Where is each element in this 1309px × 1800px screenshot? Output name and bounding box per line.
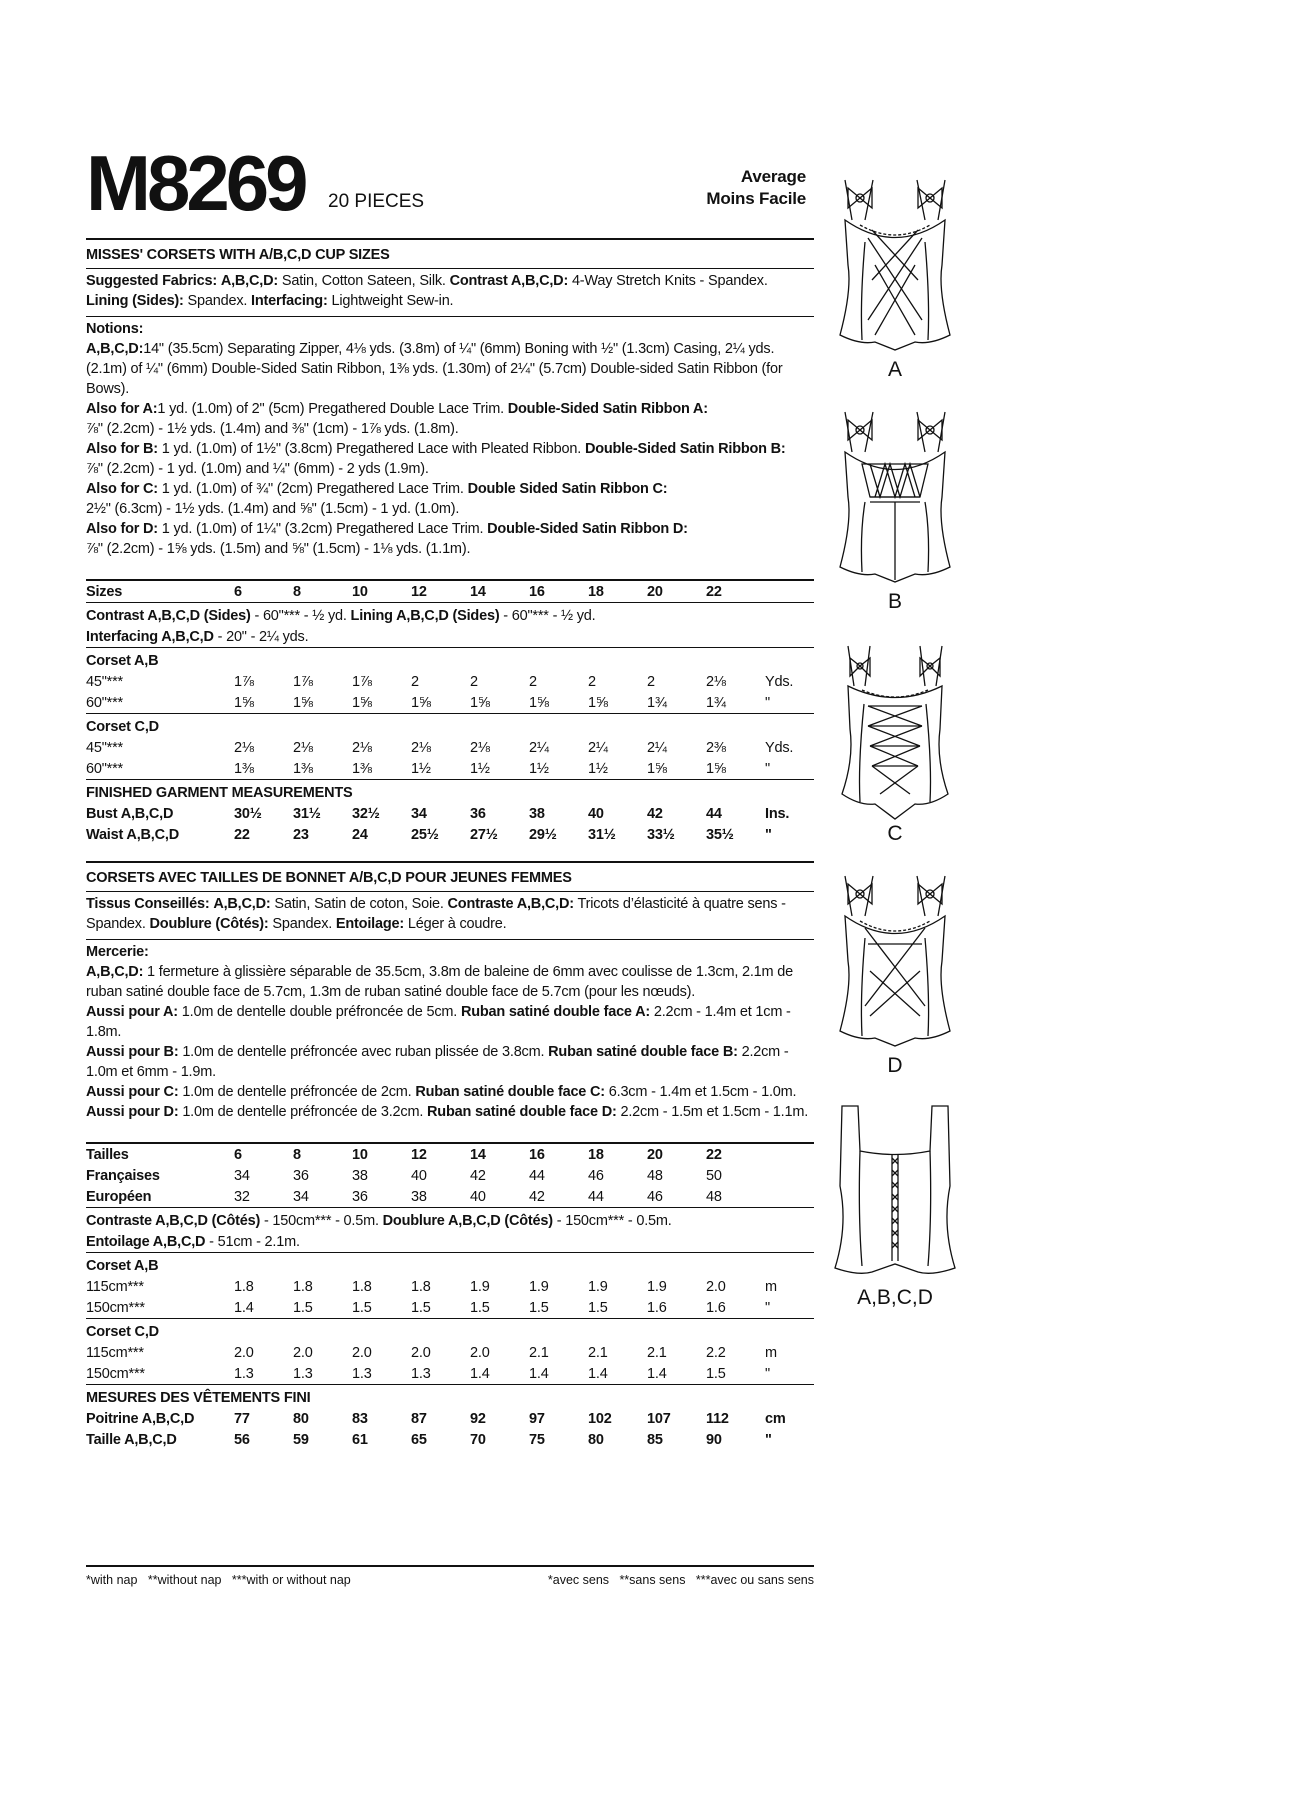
view-label-a: A [887,358,902,381]
header [86,140,814,234]
sizes-row: Sizes 6 8 10 12 14 16 18 20 22 [86,583,722,600]
view-label-d: D [887,1054,903,1077]
english-notions: Notions: A,B,C,D:14" (35.5cm) Separating Zipper, 4⅛ yds. (3.8m) of ¼" (6mm) Boning with ½" (1.3cm) Casing, 2¼ yds. (2.1m) of ¼" (6mm) Double-Sided Satin Ribbon, 1⅜ yds. (1.30m) of 2¼" (5.7cm) Double-sided Satin Ribbon (for Bows). Also for A:1 yd. (1.0m) of 2" (5cm) Pregathered Double Lace Trim. Double-Sided Satin Ribbon A: ⅞" (2.2cm) - 1½ yds. (1.4m) and ⅜" (1cm) - 1⅞ yds. (1.8m). Also for B: 1 yd. (1.0m) of 1½" (3.8cm) Pregathered Lace with Pleated Ribbon. Double-Sided Satin Ribbon B: ⅞" (2.2cm) - 1 yd. (1.0m) and ¼" (6mm) - 2 yds (1.9m). Also for C: 1 yd. (1.0m) of ¾" (2cm) Pregathered Lace Trim. Double Sided Satin Ribbon C: 2½" (6.3cm) - 1½ yds. (1.4m) and ⅝" (1.5cm) - 1 yd. (1.0m). Also for D: 1 yd. (1.0m) of 1¼" (3.2cm) Pregathered Lace Trim. Double-Sided Satin Ribbon D: ⅞" (2.2cm) - 1⅝ yds. (1.5m) and ⅝" (1.5cm) - 1⅛ yds. (1.1m). [86,321,786,557]
footnote-fr: *avec sens **sans sens ***avec ou sans sens [547,1573,814,1587]
view-label-back: A,B,C,D [857,1286,933,1309]
contrast-lining-row: Contraste A,B,C,D (Côtés) - 150cm*** - 0.5m. Doublure A,B,C,D (Côtés) - 150cm*** - 0.5m. [86,1212,672,1229]
english-title: MISSES' CORSETS WITH A/B,C,D CUP SIZES [86,238,814,265]
difficulty-en: Average [740,167,806,186]
table-row: 60"*** 1⅜ 1⅜ 1⅜ 1½ 1½ 1½ 1½ 1⅝ 1⅝ " [86,760,770,777]
view-label-c: C [887,822,903,845]
table-row: Waist A,B,C,D 22 23 24 25½ 27½ 29½ 31½ 33½ 35½ " [86,826,772,843]
difficulty [706,166,806,210]
corset-view-d-drawing [820,866,970,1066]
english-yardage-table [86,579,814,845]
tailles-row: Tailles 6 8 10 12 14 16 18 20 22 [86,1146,722,1163]
footnotes [86,1565,814,1587]
finished-heading: MESURES DES VÊTEMENTS FINI [86,1389,311,1406]
table-row: 150cm*** 1.4 1.5 1.5 1.5 1.5 1.5 1.5 1.6 1.6 " [86,1299,770,1316]
corset-cd-heading: Corset C,D [86,1323,159,1340]
corset-view-a-drawing [820,170,970,370]
table-row: 150cm*** 1.3 1.3 1.3 1.3 1.4 1.4 1.4 1.4 1.5 " [86,1365,770,1382]
contrast-lining-row: Contrast A,B,C,D (Sides) - 60"*** - ½ yd. Lining A,B,C,D (Sides) - 60"*** - ½ yd. [86,607,596,624]
finished-heading: FINISHED GARMENT MEASUREMENTS [86,784,353,801]
table-row: Poitrine A,B,C,D 77 80 83 87 92 97 102 107 112 cm [86,1410,786,1427]
pattern-number: M8269 [86,139,305,227]
french-fabrics: Tissus Conseillés: A,B,C,D: Satin, Satin de coton, Soie. Contraste A,B,C,D: Tricots d’élasticité à quatre sens - Spandex. Doublure (Côtés): Spandex. Entoilage: Léger à coudre. [86,896,786,932]
table-row: Européen 32 34 36 38 40 42 44 46 48 [86,1188,722,1205]
difficulty-fr: Moins Facile [706,189,806,208]
table-row: 60"*** 1⅝ 1⅝ 1⅝ 1⅝ 1⅝ 1⅝ 1⅝ 1¾ 1¾ " [86,694,770,711]
table-row: 115cm*** 1.8 1.8 1.8 1.8 1.9 1.9 1.9 1.9 2.0 m [86,1278,777,1295]
corset-view-c-drawing [820,634,970,834]
piece-count: 20 PIECES [328,191,425,212]
table-row: 115cm*** 2.0 2.0 2.0 2.0 2.0 2.1 2.1 2.1 2.2 m [86,1344,777,1361]
interfacing-row: Entoilage A,B,C,D - 51cm - 2.1m. [86,1233,300,1250]
table-row: Françaises 34 36 38 40 42 44 46 48 50 [86,1167,722,1184]
french-notions: Mercerie: A,B,C,D: 1 fermeture à glissière séparable de 35.5cm, 3.8m de baleine de 6mm avec coulisse de 1.3cm, 2.1m de ruban satiné double face de 5.7cm, 1.3m de ruban satiné double face de 5.7cm (pour les nœuds). Aussi pour A: 1.0m de dentelle double préfroncée de 5cm. Ruban satiné double face A: 2.2cm - 1.4m et 1cm - 1.8m. Aussi pour B: 1.0m de dentelle préfroncée avec ruban plissée de 3.8cm. Ruban satiné double face B: 2.2cm - 1.0m et 6mm - 1.9m. Aussi pour C: 1.0m de dentelle préfroncée de 2cm. Ruban satiné double face C: 6.3cm - 1.4m et 1.5cm - 1.0m. Aussi pour D: 1.0m de dentelle préfroncée de 3.2cm. Ruban satiné double face D: 2.2cm - 1.5m et 1.5cm - 1.1m. [86,944,809,1120]
footnote-en: *with nap **without nap ***with or without nap [86,1573,351,1587]
corset-cd-heading: Corset C,D [86,718,159,735]
table-row: Bust A,B,C,D 30½ 31½ 32½ 34 36 38 40 42 44 Ins. [86,805,790,822]
corset-ab-heading: Corset A,B [86,652,159,669]
table-row: 45"*** 1⅞ 1⅞ 1⅞ 2 2 2 2 2 2⅛ Yds. [86,673,794,690]
corset-back-view-drawing [820,1096,970,1296]
interfacing-row: Interfacing A,B,C,D - 20" - 2¼ yds. [86,628,309,645]
table-row: 45"*** 2⅛ 2⅛ 2⅛ 2⅛ 2⅛ 2¼ 2¼ 2¼ 2⅜ Yds. [86,739,794,756]
table-row: Taille A,B,C,D 56 59 61 65 70 75 80 85 90 " [86,1431,772,1448]
text-column [86,140,814,1450]
french-title: CORSETS AVEC TAILLES DE BONNET A/B,C,D POUR JEUNES FEMMES [86,861,814,888]
corset-ab-heading: Corset A,B [86,1257,159,1274]
french-yardage-table [86,1142,814,1450]
view-label-b: B [887,590,902,613]
corset-view-b-drawing [820,402,970,602]
english-fabrics: Suggested Fabrics: A,B,C,D: Satin, Cotton Sateen, Silk. Contrast A,B,C,D: 4-Way Stretch Knits - Spandex. Lining (Sides): Spandex. Interfacing: Lightweight Sew-in. [86,273,768,309]
